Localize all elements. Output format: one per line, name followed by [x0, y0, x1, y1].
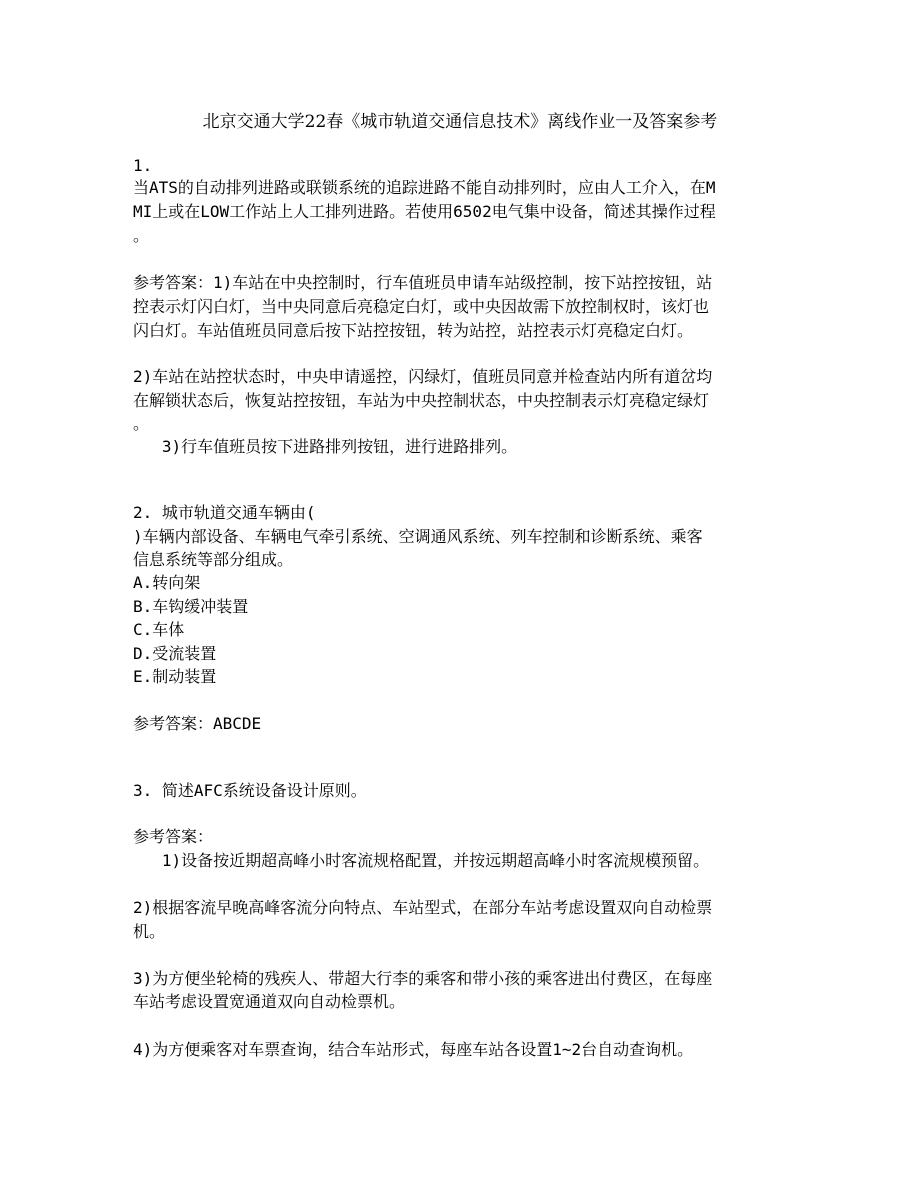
q2-option-d: D.受流装置	[133, 644, 217, 663]
q1-answer-line-3: 闪白灯。车站值班员同意后按下站控按钮，转为站控，站控表示灯亮稳定白灯。	[133, 321, 694, 340]
q2-option-e: E.制动装置	[133, 667, 217, 686]
q3-answer-line-5: 车站考虑设置宽通道双向自动检票机。	[133, 992, 406, 1011]
q2-option-c: C.车体	[133, 620, 185, 639]
q3-answer-line-6: 4)为方便乘客对车票查询，结合车站形式，每座车站各设置1~2台自动查询机。	[133, 1040, 694, 1059]
q1-answer-line-1: 参考答案：1)车站在中央控制时，行车值班员申请车站级控制，按下站控按钮，站	[133, 273, 713, 292]
q1-question-line-2: MI上或在LOW工作站上人工排列进路。若使用6502电气集中设备，简述其操作过程	[133, 202, 716, 221]
document-title: 北京交通大学22春《城市轨道交通信息技术》离线作业一及答案参考	[202, 112, 718, 132]
q3-answer-line-1: 1)设备按近期超高峰小时客流规格配置，并按远期超高峰小时客流规模预留。	[133, 851, 710, 870]
q2-question-line-1: 2. 城市轨道交通车辆由(	[133, 503, 316, 522]
q1-answer-line-7: 3)行车值班员按下进路排列按钮，进行进路排列。	[133, 437, 518, 456]
q2-answer: 参考答案：ABCDE	[133, 714, 262, 733]
q2-option-a: A.转向架	[133, 573, 201, 592]
q1-answer-line-6: 。	[133, 414, 150, 433]
q1-question-line-1: 当ATS的自动排列进路或联锁系统的追踪进路不能自动排列时，应由人工介入，在M	[133, 178, 716, 197]
q3-answer-label: 参考答案：	[133, 827, 214, 846]
q1-answer-line-2: 控表示灯闪白灯，当中央同意后亮稳定白灯，或中央因故需下放控制权时，该灯也	[133, 297, 710, 316]
q3-answer-line-3: 机。	[133, 922, 166, 941]
q2-option-b: B.车钩缓冲装置	[133, 597, 249, 616]
q3-answer-line-4: 3)为方便坐轮椅的残疾人、带超大行李的乘客和带小孩的乘客进出付费区，在每座	[133, 969, 713, 988]
q1-answer-line-5: 在解锁状态后，恢复站控按钮，车站为中央控制状态，中央控制表示灯亮稳定绿灯	[133, 391, 710, 410]
q2-question-line-3: 信息系统等部分组成。	[133, 550, 294, 569]
q1-answer-line-4: 2)车站在站控状态时，中央申请遥控，闪绿灯，值班员同意并检查站内所有道岔均	[133, 367, 713, 386]
q3-question: 3. 简述AFC系统设备设计原则。	[133, 781, 367, 800]
q1-number: 1.	[133, 156, 153, 175]
q3-answer-line-2: 2)根据客流早晚高峰客流分向特点、车站型式，在部分车站考虑设置双向自动检票	[133, 898, 713, 917]
q2-question-line-2: )车辆内部设备、车辆电气牵引系统、空调通风系统、列车控制和诊断系统、乘客	[133, 527, 703, 546]
q1-question-line-3: 。	[133, 226, 150, 245]
